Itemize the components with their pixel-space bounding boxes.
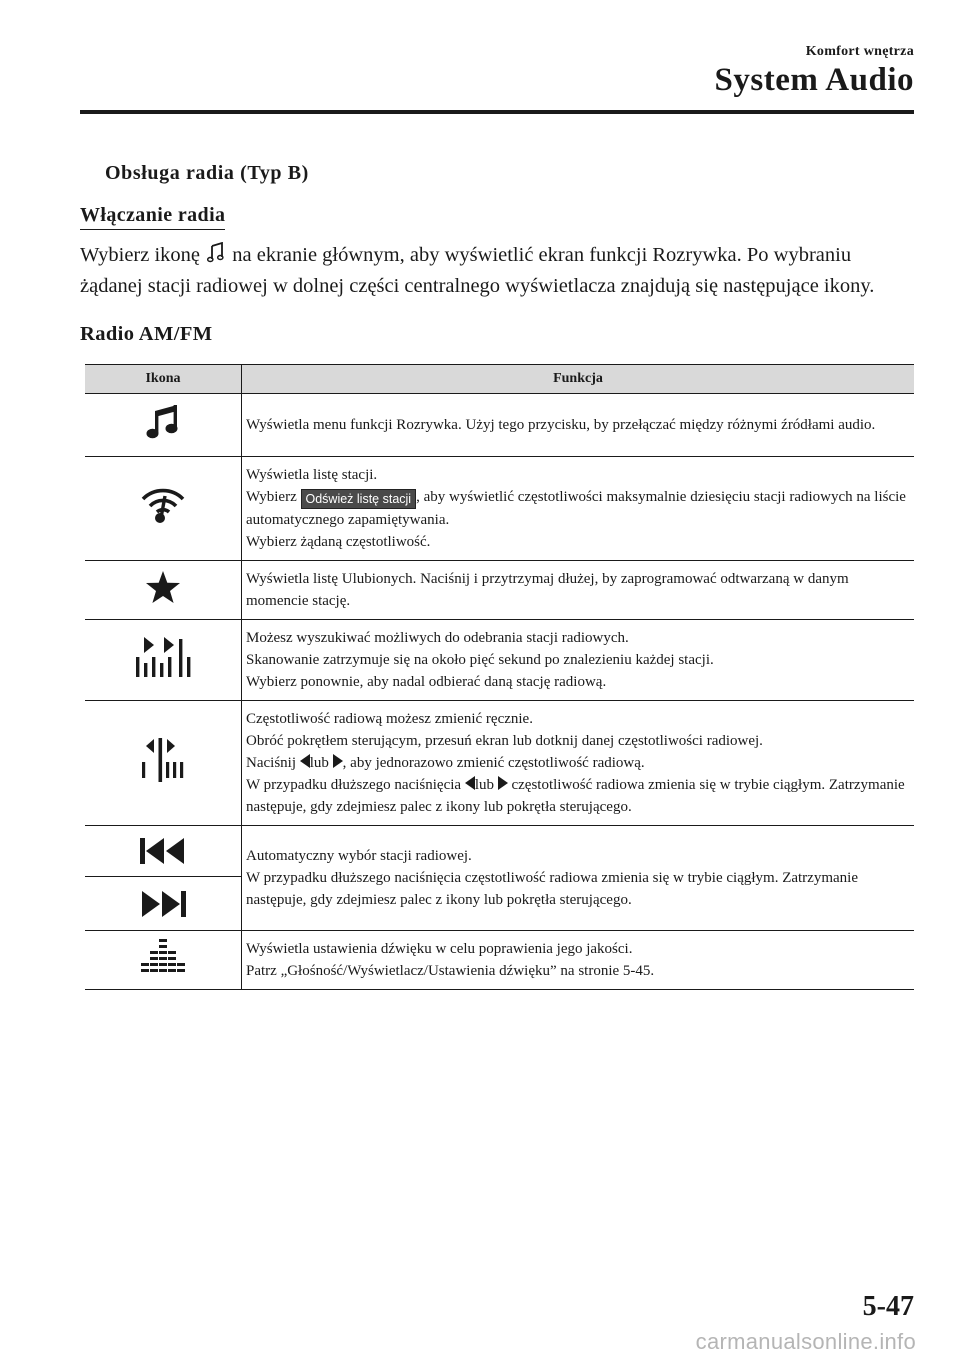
table-row (85, 826, 914, 931)
left-triangle-icon (465, 776, 475, 790)
seek-previous-icon (138, 836, 188, 866)
icon-function-table (85, 364, 914, 990)
intro-text-start: Wybierz ikonę (80, 244, 201, 266)
function-text: Wybierz żądaną częstotliwość. (246, 534, 431, 550)
icon-cell (85, 561, 242, 620)
section-title: Obsługa radia (Typ B) (105, 162, 309, 184)
running-header-title: System Audio (714, 62, 914, 98)
function-cell (242, 701, 915, 826)
intro-text-rest: na ekranie głównym, aby wyświetlić ekran funkcji Rozrywka. Po wybraniu żądanej stacji radiowej w dolnej części centralnego wyświetlacza znajdują się następujące ikony. (80, 244, 875, 297)
radio-heading: Radio AM/FM (80, 323, 213, 345)
function-text: lub (309, 755, 329, 771)
equalizer-icon (136, 937, 190, 977)
table-row (85, 561, 914, 620)
running-header-section: Komfort wnętrza (805, 44, 914, 59)
page-number: 5-47 (862, 1291, 914, 1322)
icon-cell (85, 931, 242, 990)
function-cell (242, 394, 915, 457)
icon-cell (85, 620, 242, 701)
table-row (85, 394, 914, 457)
table-row (85, 457, 914, 561)
seek-next-cell (85, 877, 241, 930)
function-text: , aby wyświetlić częstotliwości maksymalnie dziesięciu stacji radiowych na liście automatycznego zapamiętywania. (246, 489, 906, 528)
function-text: Częstotliwość radiową możesz zmienić ręcznie. (246, 711, 533, 727)
function-text: Wyświetla listę stacji. (246, 467, 378, 483)
function-cell (242, 561, 915, 620)
radio-signal-icon (140, 485, 186, 525)
star-icon (145, 570, 181, 604)
header-icon-column: Ikona (85, 365, 242, 394)
header-rule (80, 110, 914, 114)
right-triangle-icon (498, 776, 508, 790)
function-text: Naciśnij (246, 755, 296, 771)
function-text-line (246, 752, 908, 774)
function-text: Wybierz (246, 489, 297, 505)
seek-next-icon (138, 889, 188, 919)
function-text: lub (474, 777, 494, 793)
function-text: Patrz „Głośność/Wyświetlacz/Ustawienia dźwięku” na stronie 5-45. (246, 963, 655, 979)
subsection-title: Włączanie radia (80, 204, 225, 230)
table-row (85, 931, 914, 990)
function-text: Automatyczny wybór stacji radiowej. (246, 848, 472, 864)
icon-cell (85, 394, 242, 457)
table-row (85, 620, 914, 701)
function-cell (242, 931, 915, 990)
manual-tune-icon (137, 736, 189, 784)
function-text: W przypadku dłuższego naciśnięcia (246, 777, 462, 793)
watermark: carmanualsonline.info (695, 1329, 916, 1354)
function-text: Skanowanie zatrzymuje się na około pięć sekund po znalezieniu każdej stacji. (246, 652, 714, 668)
function-text: Możesz wyszukiwać możliwych do odebrania stacji radiowych. (246, 630, 629, 646)
function-text: Obróć pokrętłem sterującym, przesuń ekran lub dotknij danej częstotliwości radiowej. (246, 733, 763, 749)
left-triangle-icon (300, 754, 310, 768)
function-text-line (246, 774, 908, 818)
function-text: Wyświetla menu funkcji Rozrywka. Użyj tego przycisku, by przełączać między różnymi źródłami audio. (246, 417, 876, 433)
header-function-column: Funkcja (242, 365, 915, 394)
seek-previous-cell (85, 826, 241, 877)
intro-paragraph (80, 240, 914, 302)
function-text: Wybierz ponownie, aby nadal odbierać daną stację radiową. (246, 674, 607, 690)
icon-cell (85, 457, 242, 561)
function-cell (242, 457, 915, 561)
function-text: , aby jednorazowo zmienić częstotliwość radiową. (342, 755, 645, 771)
function-text: częstotliwość radiowa zmienia się w trybie ciągłym. Zatrzymanie następuje, gdy zdejmiesz palec z ikony lub pokrętła sterującego. (246, 777, 905, 815)
icon-cell (85, 701, 242, 826)
function-text: Wyświetla ustawienia dźwięku w celu poprawienia jego jakości. (246, 941, 633, 957)
function-cell (242, 620, 915, 701)
scan-icon (133, 635, 193, 679)
table-header-row (85, 365, 914, 394)
right-triangle-icon (333, 754, 343, 768)
function-cell (242, 826, 915, 931)
table-row (85, 701, 914, 826)
function-text: W przypadku dłuższego naciśnięcia częstotliwość radiowa zmienia się w trybie ciągłym. Zatrzymanie następuje, gdy zdejmiesz palec z ikony lub pokrętła sterującego. (246, 870, 858, 908)
refresh-station-list-button: Odśwież listę stacji (301, 489, 417, 509)
function-text: Wyświetla listę Ulubionych. Naciśnij i przytrzymaj dłużej, by zaprogramować odtwarzaną w danym momencie stację. (246, 571, 849, 609)
music-note-icon (207, 242, 225, 264)
music-note-icon (143, 402, 183, 442)
icon-cell (85, 826, 242, 931)
